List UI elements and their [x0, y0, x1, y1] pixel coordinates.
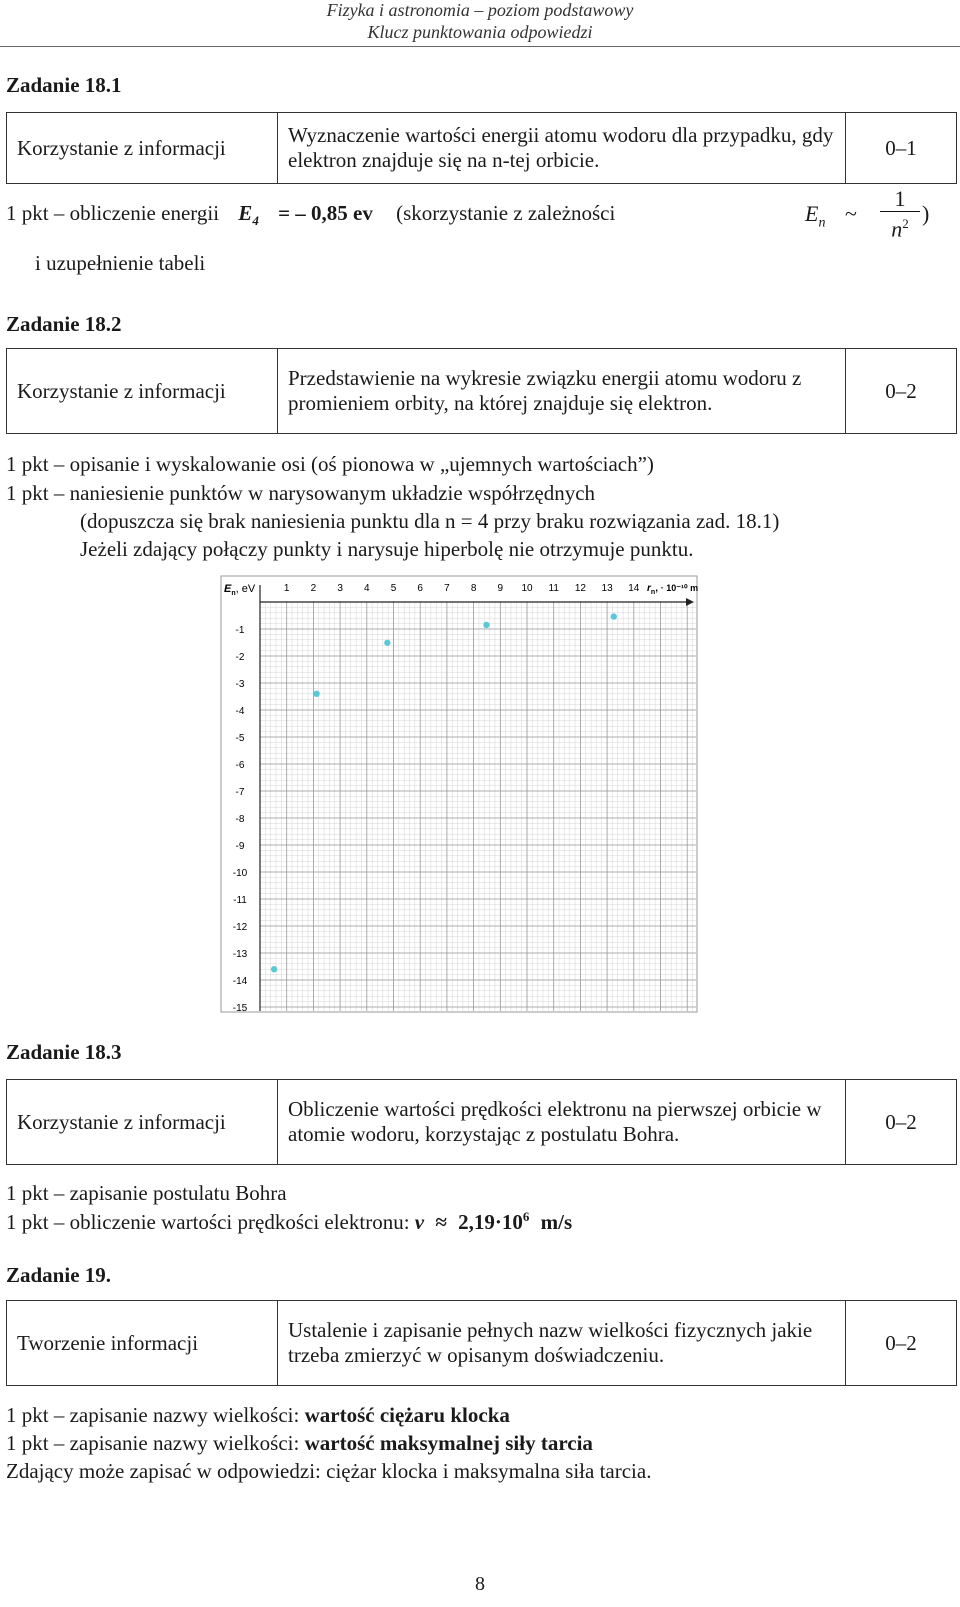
relation-energy-sub: n [818, 215, 826, 231]
task-19-line-1-text: 1 pkt – zapisanie nazwy wielkości: [6, 1403, 300, 1427]
x-tick-label: 6 [417, 583, 423, 594]
data-point [271, 966, 277, 972]
fraction-exponent: 2 [902, 216, 909, 231]
task-19-points: 0–2 [846, 1301, 957, 1386]
task-18-3-points: 0–2 [846, 1080, 957, 1165]
data-point [483, 622, 489, 628]
task-18-1-line-2: i uzupełnienie tabeli [35, 251, 206, 275]
data-point [611, 613, 617, 619]
energy-value: = – 0,85 ev [278, 201, 373, 225]
relation-close-paren: ) [922, 201, 930, 226]
task-18-2-line-4: Jeżeli zdający połączy punkty i narysuje hiperbolę nie otrzymuje punktu. [80, 537, 694, 561]
fraction-denominator: n [891, 216, 903, 242]
x-tick-label: 2 [310, 583, 317, 594]
task-19-line-1-answer: wartość ciężaru klocka [304, 1403, 510, 1427]
energy-radius-chart [220, 575, 698, 1013]
data-point [313, 691, 319, 697]
task-18-2-points: 0–2 [846, 349, 957, 434]
task-18-1-category: Korzystanie z informacji [7, 113, 278, 184]
x-tick-label: 9 [497, 583, 504, 594]
y-tick-label: -3 [235, 679, 245, 690]
task-19-description: Ustalenie i zapisanie pełnych nazw wielkości fizycznych jakie trzeba zmierzyć w opisanym doświadczeniu. [278, 1301, 846, 1386]
velocity-exponent: 6 [522, 1209, 530, 1224]
y-tick-label: -5 [235, 733, 245, 744]
y-tick-label: -6 [235, 760, 245, 771]
task-18-1-description: Wyznaczenie wartości energii atomu wodoru dla przypadku, gdy elektron znajduje się na n-tej orbicie. [278, 113, 846, 184]
task-19-line-2-answer: wartość maksymalnej siły tarcia [304, 1431, 593, 1455]
task-19-line-2-text: 1 pkt – zapisanie nazwy wielkości: [6, 1431, 300, 1455]
x-axis-label: $r_n$, · 10⁻¹⁰ m [647, 583, 698, 596]
task-19-line-2 [6, 1431, 593, 1456]
y-tick-label: -12 [232, 922, 248, 933]
y-tick-label: -10 [232, 868, 248, 879]
y-tick-label: -9 [235, 841, 245, 852]
task-18-1-table [6, 112, 957, 184]
task-18-2-category: Korzystanie z informacji [7, 349, 278, 434]
x-tick-label: 14 [628, 583, 640, 594]
task-19-line-1 [6, 1403, 510, 1428]
y-tick-label: -2 [235, 652, 245, 663]
task-18-1-relation-text: (skorzystanie z zależności [396, 201, 616, 225]
task-18-2-line-3: (dopuszcza się brak naniesienia punktu dla n = 4 przy braku rozwiązania zad. 18.1) [80, 509, 780, 533]
y-tick-label: -7 [235, 787, 245, 798]
header-subject: Fizyka i astronomia – poziom podstawowy [326, 0, 634, 20]
velocity-value: 2,19·10 [458, 1210, 523, 1234]
velocity-unit: m/s [540, 1210, 573, 1234]
x-tick-label: 11 [548, 583, 559, 594]
relation-fraction [880, 187, 920, 241]
task-18-3-title: Zadanie 18.3 [6, 1040, 122, 1064]
task-18-1-points: 0–1 [846, 113, 957, 184]
y-tick-label: -1 [235, 625, 245, 636]
relation-tilde: ~ [844, 201, 857, 226]
y-tick-label: -15 [232, 1003, 248, 1013]
task-19-line-3: Zdający może zapisać w odpowiedzi: ciężar klocka i maksymalna siła tarcia. [6, 1459, 652, 1483]
x-tick-label: 10 [521, 583, 533, 594]
task-18-3-line-2-text: 1 pkt – obliczenie wartości prędkości elektronu: [6, 1210, 410, 1234]
relation-energy-symbol: E [805, 201, 819, 226]
page-number: 8 [475, 1573, 485, 1595]
header-subtitle: Klucz punktowania odpowiedzi [367, 22, 593, 42]
velocity-symbol: v [414, 1210, 425, 1234]
task-18-2-description: Przedstawienie na wykresie związku energii atomu wodoru z promieniem orbity, na której znajduje się elektron. [278, 349, 846, 434]
task-18-2-line-2: 1 pkt – naniesienie punktów w narysowanym układzie współrzędnych [6, 481, 596, 505]
fraction-numerator: 1 [880, 187, 920, 212]
task-18-2-title: Zadanie 18.2 [6, 312, 122, 336]
task-18-3-table [6, 1079, 957, 1165]
x-tick-label: 1 [283, 583, 290, 594]
task-19-table [6, 1300, 957, 1386]
x-tick-label: 12 [574, 583, 586, 594]
task-19-title: Zadanie 19. [6, 1263, 112, 1287]
x-tick-label: 3 [337, 583, 343, 594]
energy-symbol: E [238, 201, 253, 225]
y-axis-label: $E_n$, eV [224, 583, 256, 597]
y-tick-label: -11 [233, 895, 247, 906]
y-tick-label: -14 [232, 976, 248, 987]
x-tick-label: 5 [390, 583, 397, 594]
task-18-2-table [6, 348, 957, 434]
approx-sign: ≈ [435, 1210, 447, 1234]
x-tick-label: 8 [470, 583, 477, 594]
x-tick-label: 7 [444, 583, 450, 594]
energy-subscript: 4 [252, 213, 259, 229]
y-tick-label: -8 [235, 814, 245, 825]
task-18-3-category: Korzystanie z informacji [7, 1080, 278, 1165]
header-rule [0, 46, 960, 47]
data-point [384, 640, 390, 646]
task-18-3-line-1: 1 pkt – zapisanie postulatu Bohra [6, 1181, 287, 1205]
task-19-category: Tworzenie informacji [7, 1301, 278, 1386]
x-tick-label: 13 [601, 583, 613, 594]
task-18-2-line-1: 1 pkt – opisanie i wyskalowanie osi (oś pionowa w „ujemnych wartościach”) [6, 452, 654, 476]
chart-frame [221, 576, 697, 1012]
x-tick-label: 4 [364, 583, 370, 594]
relation-formula [805, 201, 857, 231]
task-18-1-line-a: 1 pkt – obliczenie energii [6, 201, 220, 225]
y-tick-label: -4 [235, 706, 245, 717]
task-18-3-description: Obliczenie wartości prędkości elektronu na pierwszej orbicie w atomie wodoru, korzystając z postulatu Bohra. [278, 1080, 846, 1165]
task-18-3-line-2 [6, 1209, 572, 1235]
y-tick-label: -13 [232, 949, 248, 960]
task-18-1-title: Zadanie 18.1 [6, 73, 122, 97]
